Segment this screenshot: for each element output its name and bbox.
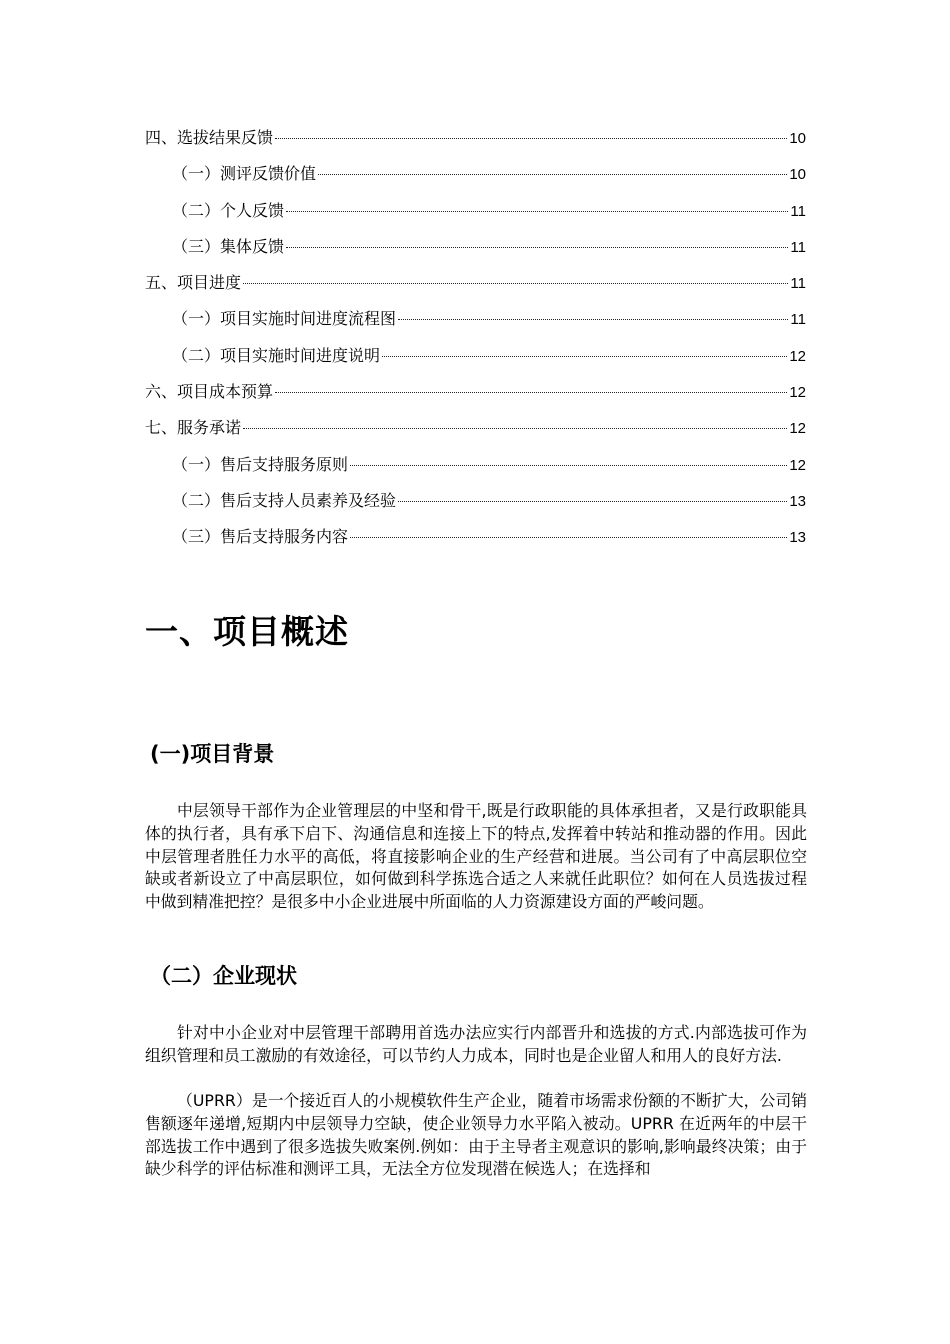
toc-entry-title: （一）项目实施时间进度流程图 [172, 309, 397, 329]
toc-entry-page: 13 [789, 492, 806, 510]
toc-entry-title: 四、选拔结果反馈 [145, 128, 274, 147]
toc-entry-title: （三）售后支持服务内容 [172, 527, 349, 547]
toc-entry[interactable] [145, 378, 806, 414]
toc-entry-title: （一）测评反馈价值 [172, 164, 317, 184]
toc-entry[interactable] [145, 414, 806, 450]
toc-entry-page: 11 [790, 311, 806, 329]
toc-entry-title: （三）集体反馈 [172, 236, 285, 256]
toc-leader-dots [350, 537, 787, 538]
section-heading-background: (一)项目背景 [150, 742, 275, 766]
toc-entry[interactable] [145, 197, 806, 233]
toc-entry-page: 12 [789, 347, 806, 365]
toc-leader-dots [243, 283, 788, 284]
section-heading-status: （二）企业现状 [150, 964, 297, 988]
toc-entry-page: 10 [789, 130, 806, 147]
toc-entry-title: 七、服务承诺 [145, 418, 242, 438]
toc-leader-dots [275, 138, 787, 139]
chapter-heading: 一、项目概述 [145, 612, 349, 651]
toc-entry[interactable] [145, 160, 806, 196]
toc-entry-page: 10 [789, 166, 806, 184]
toc-entry[interactable] [145, 305, 806, 341]
toc-entry[interactable] [145, 451, 806, 487]
status-paragraph-2: （UPRR）是一个接近百人的小规模软件生产企业，随着市场需求份额的不断扩大，公司销售额逐年递增,短期内中层领导力空缺，使企业领导力水平陷入被动。UPRR 在近两年的中层干部选拔工作中遇到了很多选拔失败案例.例如：由于主导者主观意识的影响,影响最终决策；由于缺少科学的评估标准和测评工具，无法全方位发现潜在候选人；在选择和 [145, 1091, 807, 1179]
toc-leader-dots [286, 247, 788, 248]
toc-entry[interactable] [145, 487, 806, 523]
toc-leader-dots [286, 211, 788, 212]
toc-entry[interactable] [145, 523, 806, 559]
toc-leader-dots [398, 501, 787, 502]
toc-leader-dots [318, 174, 787, 175]
toc-entry[interactable] [145, 342, 806, 378]
background-paragraph: 中层领导干部作为企业管理层的中坚和骨干,既是行政职能的具体承担者，又是行政职能具体的执行者，具有承下启下、沟通信息和连接上下的特点,发挥着中转站和推动器的作用。因此中层管理者胜任力水平的高低，将直接影响企业的生产经营和进展。当公司有了中高层职位空缺或者新设立了中高层职位，如何做到科学拣选合适之人来就任此职位？如何在人员选拔过程中做到精准把控？是很多中小企业进展中所面临的人力资源建设方面的严峻问题。 [145, 801, 807, 912]
toc-entry-page: 12 [789, 456, 806, 474]
toc-leader-dots [398, 319, 788, 320]
toc-entry-page: 12 [789, 420, 806, 438]
toc-entry-title: （二）售后支持人员素养及经验 [172, 490, 397, 510]
toc-entry-title: 五、项目进度 [145, 273, 242, 293]
toc-leader-dots [350, 465, 787, 466]
toc-entry-page: 12 [789, 384, 806, 402]
toc-entry-page: 11 [790, 275, 806, 293]
toc-entry[interactable] [145, 269, 806, 305]
toc-entry[interactable] [145, 233, 806, 269]
toc-entry-title: 六、项目成本预算 [145, 382, 274, 402]
toc-entry-title: （一）售后支持服务原则 [172, 454, 349, 474]
toc-entry-title: （二）项目实施时间进度说明 [172, 345, 381, 365]
toc-leader-dots [243, 428, 787, 429]
toc-entry-page: 11 [790, 202, 806, 220]
status-paragraph-1: 针对中小企业对中层管理干部聘用首选办法应实行内部晋升和选拔的方式.内部选拔可作为组织管理和员工激励的有效途径，可以节约人力成本，同时也是企业留人和用人的良好方法. [145, 1023, 807, 1065]
toc-entry-page: 13 [789, 529, 806, 547]
toc-leader-dots [382, 356, 787, 357]
toc-entry-title: （二）个人反馈 [172, 200, 285, 220]
toc-entry-page: 11 [790, 238, 806, 256]
toc-leader-dots [275, 392, 787, 393]
toc-entry[interactable] [145, 124, 806, 160]
table-of-contents [145, 124, 806, 560]
